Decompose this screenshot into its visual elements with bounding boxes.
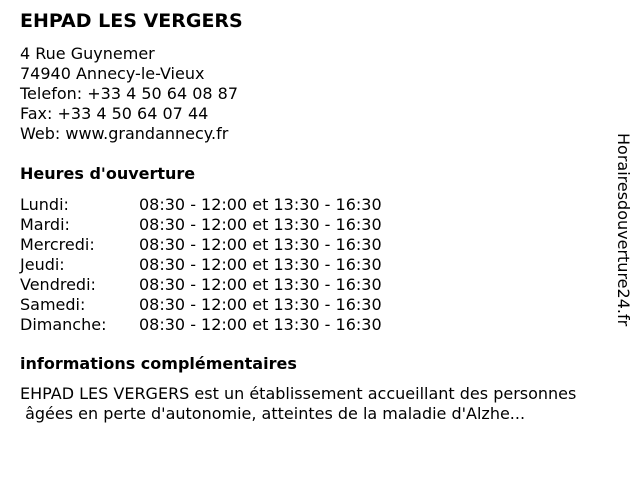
watermark-text: Horairesdouverture24.fr — [614, 133, 633, 327]
contact-block — [20, 44, 238, 144]
time-range: 08:30 - 12:00 et 13:30 - 16:30 — [139, 235, 382, 254]
fax-number: Fax: +33 4 50 64 07 44 — [20, 104, 209, 123]
address-city: 74940 Annecy-le-Vieux — [20, 64, 205, 83]
facility-name: EHPAD LES VERGERS — [20, 10, 243, 32]
day-label: Dimanche: — [20, 315, 107, 334]
phone-number: Telefon: +33 4 50 64 08 87 — [20, 84, 239, 103]
time-range: 08:30 - 12:00 et 13:30 - 16:30 — [139, 255, 382, 274]
time-range: 08:30 - 12:00 et 13:30 - 16:30 — [139, 315, 382, 334]
hours-row-thursday — [20, 255, 440, 275]
opening-hours-table — [20, 195, 440, 335]
time-range: 08:30 - 12:00 et 13:30 - 16:30 — [139, 195, 382, 214]
watermark-container — [612, 133, 634, 373]
hours-row-friday — [20, 275, 440, 295]
day-label: Vendredi: — [20, 275, 96, 294]
time-range: 08:30 - 12:00 et 13:30 - 16:30 — [139, 215, 382, 234]
time-range: 08:30 - 12:00 et 13:30 - 16:30 — [139, 295, 382, 314]
hours-row-sunday — [20, 315, 440, 335]
hours-row-monday — [20, 195, 440, 215]
additional-info-heading: informations complémentaires — [20, 354, 297, 373]
hours-row-saturday — [20, 295, 440, 315]
day-label: Mercredi: — [20, 235, 95, 254]
day-label: Mardi: — [20, 215, 70, 234]
day-label: Jeudi: — [20, 255, 65, 274]
day-label: Samedi: — [20, 295, 86, 314]
website: Web: www.grandannecy.fr — [20, 124, 229, 143]
address-street: 4 Rue Guynemer — [20, 44, 155, 63]
hours-row-tuesday — [20, 215, 440, 235]
hours-row-wednesday — [20, 235, 440, 255]
opening-hours-heading: Heures d'ouverture — [20, 164, 196, 183]
day-label: Lundi: — [20, 195, 69, 214]
time-range: 08:30 - 12:00 et 13:30 - 16:30 — [139, 275, 382, 294]
facility-description: EHPAD LES VERGERS est un établissement accueillant des personnes âgées en perte d'autonomie, atteintes de la maladie d'Alzhe... — [20, 384, 577, 423]
